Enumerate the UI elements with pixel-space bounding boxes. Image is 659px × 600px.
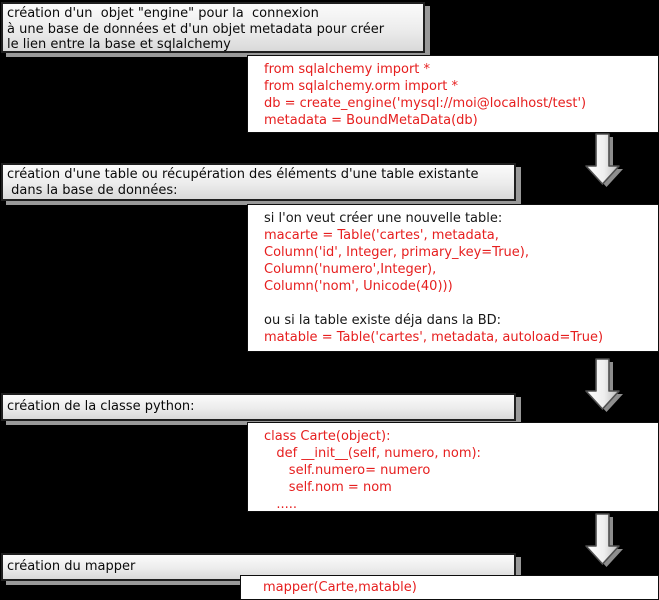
title-line: le lien entre la base et sqlalchemy	[7, 37, 231, 53]
code-line: class Carte(object):	[264, 429, 391, 444]
down-arrow-icon	[580, 512, 628, 570]
code-line: self.numero= numero	[264, 463, 431, 478]
title-line: à une base de données et d'un objet metadata pour créer	[7, 21, 385, 37]
step2-code-box	[247, 204, 659, 352]
code-line: mapper(Carte,matable)	[263, 580, 417, 595]
step3-title-box	[1, 393, 516, 421]
title-line: création de la classe python:	[7, 399, 195, 414]
code-line: macarte = Table('cartes', metadata,	[264, 228, 499, 243]
code-line: metadata = BoundMetaData(db)	[264, 113, 478, 128]
code-line: from sqlalchemy import *	[264, 62, 431, 77]
step2-title-box	[1, 163, 516, 201]
title-line: dans la base de données:	[7, 182, 178, 198]
code-line: Column('id', Integer, primary_key=True),	[264, 245, 530, 260]
title-line: création du mapper	[7, 559, 136, 574]
code-line: from sqlalchemy.orm import *	[264, 79, 459, 94]
step3-code-box	[247, 422, 659, 512]
code-line: self.nom = nom	[264, 480, 392, 495]
step4-code-box	[240, 575, 659, 600]
code-line: Column('nom', Unicode(40)))	[264, 279, 453, 294]
code-line: .....	[264, 497, 298, 512]
title-line: création d'un objet "engine" pour la connexion	[7, 6, 319, 21]
code-line: matable = Table('cartes', metadata, autoload=True)	[264, 330, 604, 345]
title-line: création d'une table ou récupération des éléments d'une table existante	[7, 167, 479, 182]
down-arrow-icon	[580, 357, 628, 415]
code-comment-line: si l'on veut créer une nouvelle table:	[264, 211, 503, 226]
down-arrow-icon	[580, 132, 628, 190]
code-comment-line: ou si la table existe déja dans la BD:	[264, 313, 502, 328]
step1-code-box	[247, 55, 659, 133]
code-line: db = create_engine('mysql://moi@localhost/test')	[264, 96, 587, 111]
step1-title-box	[1, 2, 425, 53]
code-line: def __init__(self, numero, nom):	[264, 446, 481, 461]
blank-line	[264, 295, 656, 312]
code-line: Column('numero',Integer),	[264, 262, 437, 277]
